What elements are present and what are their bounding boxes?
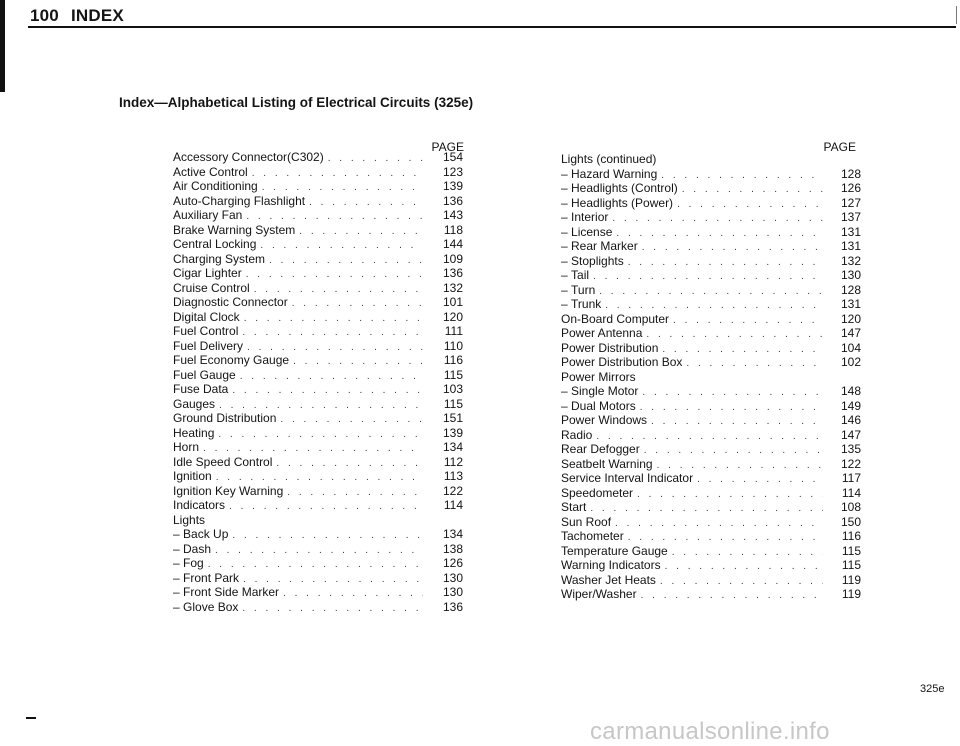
entry-page: 111 bbox=[444, 324, 463, 338]
header-rule bbox=[28, 26, 956, 28]
right-margin-mark bbox=[956, 6, 957, 24]
page-column-heading-left: PAGE bbox=[431, 140, 464, 154]
index-column-right bbox=[561, 150, 861, 602]
dot-leader bbox=[229, 500, 423, 515]
entry-label: Power Windows bbox=[561, 413, 648, 427]
entry-label: – Turn bbox=[561, 283, 595, 298]
index-entry bbox=[561, 341, 861, 356]
index-entry bbox=[561, 326, 861, 341]
dot-leader bbox=[293, 355, 423, 370]
index-entry bbox=[561, 268, 861, 283]
entry-page: 115 bbox=[841, 558, 861, 572]
entry-label: – Headlights (Control) bbox=[561, 181, 678, 196]
entry-label: Fuel Delivery bbox=[173, 338, 244, 353]
entry-page: 120 bbox=[442, 309, 463, 324]
entry-label: – Rear Marker bbox=[561, 239, 638, 254]
dot-leader bbox=[662, 343, 823, 358]
dot-leader bbox=[697, 473, 823, 488]
entry-label: Washer Jet Heats bbox=[561, 572, 656, 587]
entry-page: 139 bbox=[442, 425, 463, 440]
entry-label: – Fog bbox=[173, 556, 204, 571]
entry-page: 128 bbox=[840, 166, 861, 181]
index-entry bbox=[173, 179, 463, 194]
index-group-heading bbox=[173, 513, 463, 528]
entry-page: 117 bbox=[841, 471, 861, 485]
entry-page: 151 bbox=[442, 411, 463, 425]
index-entry bbox=[173, 165, 463, 180]
entry-label: Seatbelt Warning bbox=[561, 456, 653, 471]
index-title: Index—Alphabetical Listing of Electrical Circuits (325e) bbox=[119, 95, 474, 110]
index-entry bbox=[561, 210, 861, 225]
index-entry bbox=[561, 442, 861, 457]
entry-page: 132 bbox=[442, 280, 463, 295]
dot-leader bbox=[644, 444, 823, 459]
dot-leader bbox=[283, 587, 423, 602]
dot-leader bbox=[665, 560, 823, 575]
left-margin-rule bbox=[0, 0, 5, 92]
entry-label: Brake Warning System bbox=[173, 222, 296, 237]
entry-page: 115 bbox=[443, 396, 463, 411]
index-entry bbox=[173, 368, 463, 383]
entry-label: – Dual Motors bbox=[561, 399, 636, 414]
entry-page: 149 bbox=[840, 398, 861, 413]
entry-label: – License bbox=[561, 225, 612, 240]
dot-leader bbox=[686, 357, 823, 372]
index-entry bbox=[173, 426, 463, 441]
dot-leader bbox=[628, 256, 823, 271]
entry-page: 134 bbox=[442, 527, 463, 541]
entry-page: 138 bbox=[442, 541, 463, 556]
entry-page: 104 bbox=[840, 340, 861, 355]
entry-label: Fuel Economy Gauge bbox=[173, 353, 290, 367]
entry-label: Power Antenna bbox=[561, 326, 643, 340]
bottom-margin-mark bbox=[26, 717, 36, 719]
index-entry bbox=[173, 310, 463, 325]
index-entry bbox=[173, 542, 463, 557]
watermark: carmanualsonline.info bbox=[590, 718, 830, 745]
index-entry bbox=[173, 339, 463, 354]
entry-page: 122 bbox=[840, 456, 861, 471]
dot-leader bbox=[232, 529, 423, 544]
entry-label: – Front Park bbox=[173, 571, 239, 586]
dot-leader bbox=[640, 401, 823, 416]
index-entry bbox=[561, 413, 861, 428]
index-entry bbox=[173, 571, 463, 586]
entry-page: 131 bbox=[840, 224, 861, 239]
index-entry bbox=[561, 515, 861, 530]
entry-label: Digital Clock bbox=[173, 309, 240, 324]
index-entry bbox=[561, 558, 861, 573]
index-entry bbox=[173, 556, 463, 571]
entry-label: Air Conditioning bbox=[173, 179, 258, 193]
index-entry bbox=[561, 573, 861, 588]
entry-label: Warning Indicators bbox=[561, 558, 661, 572]
index-entry bbox=[561, 399, 861, 414]
index-group-heading bbox=[561, 152, 861, 167]
index-entry bbox=[561, 167, 861, 182]
entry-page: 115 bbox=[443, 367, 463, 382]
entry-page: 110 bbox=[443, 338, 463, 353]
entry-label: Wiper/Washer bbox=[561, 587, 637, 601]
dot-leader bbox=[208, 558, 423, 573]
entry-label: Speedometer bbox=[561, 485, 634, 500]
index-entry bbox=[561, 225, 861, 240]
dot-leader bbox=[287, 486, 423, 501]
entry-page: 131 bbox=[840, 239, 861, 253]
entry-label: – Tail bbox=[561, 268, 589, 283]
entry-label: – Single Motor bbox=[561, 384, 638, 399]
index-entry bbox=[173, 469, 463, 484]
entry-label: Lights bbox=[173, 512, 206, 527]
entry-label: – Stoplights bbox=[561, 254, 624, 269]
index-entry bbox=[561, 196, 861, 211]
dot-leader bbox=[642, 386, 823, 401]
entry-page: 137 bbox=[840, 210, 861, 224]
entry-label: Radio bbox=[561, 427, 593, 442]
entry-page: 120 bbox=[840, 311, 861, 326]
entry-label: Gauges bbox=[173, 396, 216, 411]
dot-leader bbox=[240, 370, 423, 385]
entry-page: 147 bbox=[840, 427, 861, 442]
entry-label: Power Distribution bbox=[561, 340, 659, 355]
entry-label: Tachometer bbox=[561, 529, 624, 543]
entry-label: Rear Defogger bbox=[561, 442, 640, 456]
entry-page: 113 bbox=[443, 469, 463, 483]
dot-leader bbox=[612, 212, 823, 227]
entry-page: 122 bbox=[442, 483, 463, 498]
entry-page: 114 bbox=[443, 498, 463, 512]
index-entry bbox=[561, 471, 861, 486]
index-entry bbox=[561, 587, 861, 602]
index-entry bbox=[173, 252, 463, 267]
dot-leader bbox=[309, 196, 423, 211]
entry-page: 108 bbox=[840, 500, 861, 514]
index-entry bbox=[173, 150, 463, 165]
dot-leader bbox=[616, 227, 823, 242]
dot-leader bbox=[637, 488, 823, 503]
entry-page: 150 bbox=[840, 514, 861, 529]
index-entry bbox=[173, 484, 463, 499]
dot-leader bbox=[682, 183, 823, 198]
dot-leader bbox=[642, 241, 823, 256]
entry-label: Auto-Charging Flashlight bbox=[173, 193, 306, 208]
entry-page: 139 bbox=[442, 179, 463, 193]
index-entry bbox=[173, 324, 463, 339]
entry-page: 101 bbox=[442, 295, 463, 309]
index-entry bbox=[561, 312, 861, 327]
index-entry bbox=[561, 384, 861, 399]
entry-label: – Interior bbox=[561, 210, 608, 225]
index-entry bbox=[173, 455, 463, 470]
entry-page: 131 bbox=[840, 297, 861, 311]
index-entry bbox=[561, 428, 861, 443]
entry-page: 126 bbox=[840, 181, 861, 195]
index-entry bbox=[561, 529, 861, 544]
entry-label: Cigar Lighter bbox=[173, 266, 242, 280]
entry-page: 114 bbox=[841, 485, 861, 500]
entry-label: Diagnostic Connector bbox=[173, 295, 288, 309]
index-entry bbox=[561, 297, 861, 312]
entry-label: Service Interval Indicator bbox=[561, 471, 694, 485]
entry-page: 116 bbox=[841, 529, 861, 543]
dot-leader bbox=[252, 167, 423, 182]
dot-leader bbox=[661, 169, 823, 184]
entry-label: Indicators bbox=[173, 498, 226, 512]
entry-page: 148 bbox=[840, 384, 861, 398]
dot-leader bbox=[292, 297, 423, 312]
dot-leader bbox=[242, 326, 423, 341]
entry-label: – Back Up bbox=[173, 527, 228, 542]
index-entry bbox=[561, 355, 861, 370]
dot-leader bbox=[280, 413, 423, 428]
entry-label: Ignition Key Warning bbox=[173, 483, 284, 498]
dot-leader bbox=[660, 575, 823, 590]
entry-page: 144 bbox=[442, 237, 463, 251]
entry-page: 116 bbox=[443, 353, 463, 367]
index-entry bbox=[173, 440, 463, 455]
dot-leader bbox=[646, 328, 823, 343]
index-entry bbox=[561, 544, 861, 559]
entry-page: 136 bbox=[442, 599, 463, 614]
dot-leader bbox=[590, 502, 823, 517]
entry-label: Power Mirrors bbox=[561, 369, 636, 384]
entry-label: Start bbox=[561, 500, 587, 514]
index-entry bbox=[173, 237, 463, 252]
entry-label: Horn bbox=[173, 440, 200, 454]
entry-label: Fuse Data bbox=[173, 382, 229, 396]
entry-page: 103 bbox=[442, 382, 463, 396]
entry-page: 143 bbox=[442, 208, 463, 222]
index-column-left bbox=[173, 150, 463, 614]
entry-page: 102 bbox=[840, 355, 861, 369]
entry-label: Heating bbox=[173, 425, 215, 440]
entry-page: 130 bbox=[840, 268, 861, 282]
entry-label: – Dash bbox=[173, 542, 211, 557]
dot-leader bbox=[328, 152, 423, 167]
index-entry bbox=[561, 486, 861, 501]
index-entry bbox=[173, 411, 463, 426]
index-entry bbox=[173, 223, 463, 238]
entry-label: On-Board Computer bbox=[561, 311, 670, 326]
index-entry bbox=[173, 266, 463, 281]
entry-page: 136 bbox=[442, 193, 463, 208]
dot-leader bbox=[218, 428, 423, 443]
entry-page: 135 bbox=[840, 442, 861, 456]
entry-label: – Hazard Warning bbox=[561, 167, 657, 182]
entry-label: Ground Distribution bbox=[173, 411, 277, 425]
entry-page: 154 bbox=[442, 150, 463, 164]
entry-label: Active Control bbox=[173, 164, 248, 179]
entry-label: Ignition bbox=[173, 469, 212, 483]
index-group-heading bbox=[561, 370, 861, 385]
entry-label: Sun Roof bbox=[561, 514, 612, 529]
dot-leader bbox=[593, 270, 823, 285]
entry-page: 147 bbox=[840, 326, 861, 340]
entry-label: – Front Side Marker bbox=[173, 585, 279, 600]
dot-leader bbox=[276, 457, 423, 472]
dot-leader bbox=[672, 546, 823, 561]
entry-label: Auxiliary Fan bbox=[173, 208, 243, 222]
index-entry bbox=[561, 457, 861, 472]
entry-page: 126 bbox=[442, 556, 463, 570]
page-number: 100 bbox=[30, 6, 59, 25]
entry-page: 118 bbox=[443, 222, 463, 237]
index-entry bbox=[561, 181, 861, 196]
dot-leader bbox=[673, 314, 823, 329]
dot-leader bbox=[677, 198, 823, 213]
index-entry bbox=[173, 397, 463, 412]
entry-page: 130 bbox=[442, 570, 463, 585]
dot-leader bbox=[641, 589, 823, 604]
dot-leader bbox=[215, 544, 423, 559]
index-entry bbox=[173, 295, 463, 310]
section-title: INDEX bbox=[70, 6, 124, 25]
index-entry bbox=[173, 585, 463, 600]
index-entry bbox=[561, 283, 861, 298]
entry-page: 115 bbox=[841, 543, 861, 558]
dot-leader bbox=[244, 312, 423, 327]
entry-label: Lights (continued) bbox=[561, 152, 657, 166]
entry-label: Charging System bbox=[173, 251, 266, 266]
entry-label: Central Locking bbox=[173, 237, 257, 251]
index-entry bbox=[561, 500, 861, 515]
entry-page: 136 bbox=[442, 266, 463, 280]
dot-leader bbox=[269, 254, 423, 269]
entry-page: 127 bbox=[840, 195, 861, 210]
entry-page: 112 bbox=[443, 454, 463, 469]
dot-leader bbox=[232, 384, 423, 399]
dot-leader bbox=[260, 239, 423, 254]
entry-label: – Headlights (Power) bbox=[561, 196, 673, 211]
index-entry bbox=[173, 194, 463, 209]
index-entry bbox=[173, 527, 463, 542]
index-entry bbox=[173, 498, 463, 513]
entry-page: 109 bbox=[442, 251, 463, 266]
entry-page: 132 bbox=[840, 253, 861, 268]
entry-label: Idle Speed Control bbox=[173, 454, 273, 469]
page-column-heading-right: PAGE bbox=[823, 140, 856, 154]
entry-page: 128 bbox=[840, 282, 861, 297]
dot-leader bbox=[651, 415, 823, 430]
dot-leader bbox=[299, 225, 423, 240]
index-entry bbox=[561, 254, 861, 269]
page-code: 325e bbox=[920, 683, 945, 695]
entry-page: 119 bbox=[841, 587, 861, 601]
index-entry bbox=[561, 239, 861, 254]
entry-label: Fuel Control bbox=[173, 324, 239, 338]
dot-leader bbox=[242, 602, 423, 617]
entry-label: – Trunk bbox=[561, 297, 601, 312]
entry-page: 134 bbox=[442, 440, 463, 454]
entry-page: 119 bbox=[841, 572, 861, 587]
entry-label: Power Distribution Box bbox=[561, 355, 683, 369]
entry-label: Temperature Gauge bbox=[561, 543, 668, 558]
entry-page: 146 bbox=[840, 413, 861, 427]
index-entry bbox=[173, 600, 463, 615]
entry-label: Fuel Gauge bbox=[173, 367, 236, 382]
dot-leader bbox=[599, 285, 823, 300]
index-entry bbox=[173, 281, 463, 296]
page-header bbox=[30, 6, 124, 26]
index-entry bbox=[173, 353, 463, 368]
entry-label: Cruise Control bbox=[173, 280, 250, 295]
entry-label: – Glove Box bbox=[173, 600, 238, 615]
dot-leader bbox=[246, 268, 423, 283]
dot-leader bbox=[615, 517, 823, 532]
index-entry bbox=[173, 208, 463, 223]
entry-page: 130 bbox=[442, 585, 463, 599]
entry-page: 123 bbox=[442, 164, 463, 179]
entry-label: Accessory Connector(C302) bbox=[173, 150, 324, 164]
index-entry bbox=[173, 382, 463, 397]
